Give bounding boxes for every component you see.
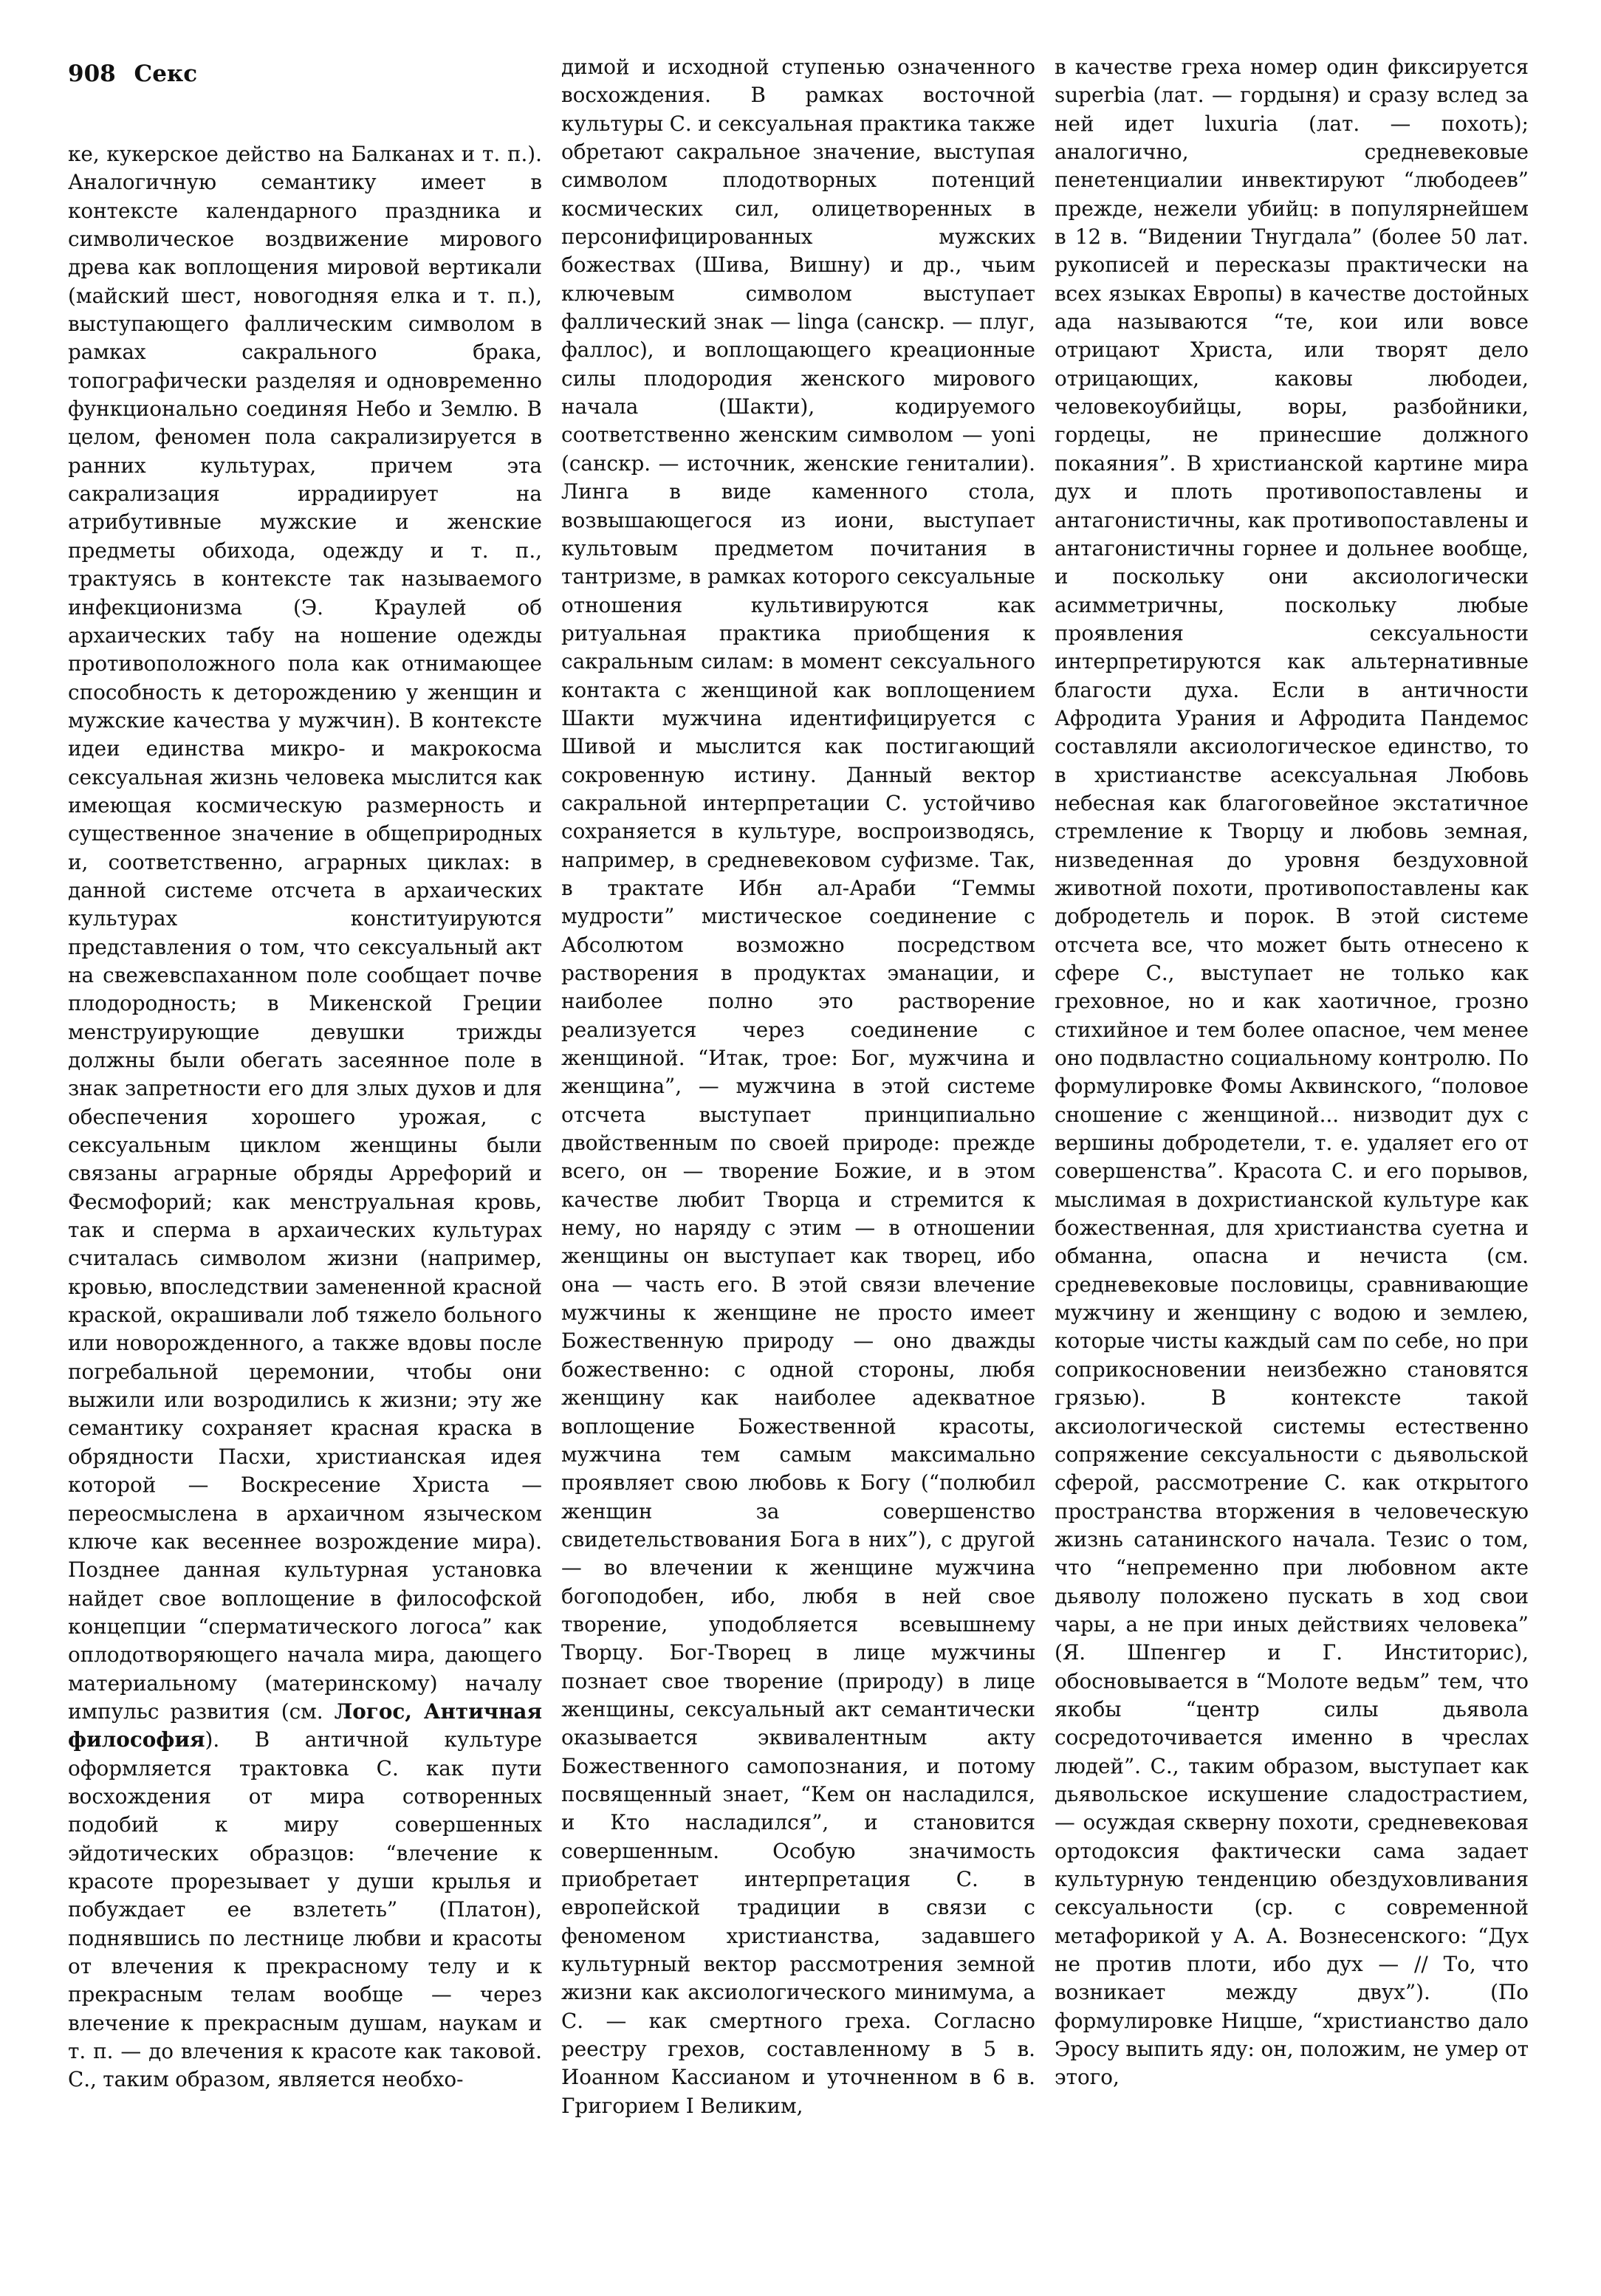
column-middle-paragraph: димой и исходной ступенью означенного восхождения. В рамках восточной культуры С. и сексуальная практика также обретают сакральное значение, выступая символом плодотворных потенций космических сил, олицетворенных в персонифицированных мужских божествах (Шива, Вишну) и др., чьим ключевым символом выступает фаллический знак — linga (санскр. — плуг, фаллос), и воплощающего креационные силы плодородия женского мирового начала (Шакти), кодируемого соответственно женским символом — yoni (санскр. — источник, женские гениталии). Линга в виде каменного стола, возвышающегося из иони, выступает культовым предметом почитания в тантризме, в рамках которого сексуальные отношения культивируются как ритуальная практика приобщения к сакральным силам: в момент сексуального контакта с женщиной как воплощением Шакти мужчина идентифицируется с Шивой и мыслится как постигающий сокровенную истину. Данный вектор сакральной интерпретации С. устойчиво сохраняется в культуре, воспроизводясь, например, в средневековом суфизме. Так, в трактате Ибн ал-Араби “Геммы мудрости” мистическое соединение с Абсолютом возможно посредством растворения в продуктах эманации, и наиболее полно это растворение реализуется через соединение с женщиной. “Итак, трое: Бог, мужчина и женщина”, — мужчина в этой системе отсчета выступает принципиально двойственным по своей природе: прежде всего, он — творение Божие, и в этом качестве любит Творца и стремится к нему, но наряду с этим — в отношении женщины он выступает как творец, ибо она — часть его. В этой связи влечение мужчины к женщине не просто имеет Божественную природу — оно дважды божественно: с одной стороны, любя женщину как наиболее адекватное воплощение Божественной красоты, мужчина тем самым максимально проявляет свою любовь к Богу (“полюбил женщин за совершенство свидетельствования Бога в них”), с другой — во влечении к женщине мужчина богоподобен, ибо, любя в ней свое творение, уподобляется всевышнему Творцу. Бог-Творец в лице мужчины познает свое творение (природу) в лице женщины, сексуальный акт семантически оказывается эквивалентным акту Божественного самопознания, и потому посвященный знает, “Кем он насладился, и Кто насладился”, и становится совершенным. Особую значимость приобретает интерпретация С. в европейской традиции в связи с феноменом христианства, задавшего культурный вектор рассмотрения земной жизни как аксиологического минимума, а С. — как смертного греха. Согласно реестру грехов, составленному в 5 в. Иоанном Кассианом и уточненном в 6 в. Григорием I Великим, [561,55,1035,2118]
running-header [68,61,197,87]
cross-reference: Логос, Античная философия [68,1699,542,1752]
text-column-left [68,140,542,2282]
running-title: Секс [134,61,198,87]
body-text: ). В античной культуре оформляется трактовка С. как пути восхождения от мира сотворенных подобий к миру совершенных эйдотических образцов: “влечение к красоте прорезывает у души крылья и побуждает ее взлететь” (Платон), поднявшись по лестнице любви и красоты от влечения к прекрасному телу и к прекрасным телам вообще — через влечение к прекрасным душам, наукам и т. п. — до влечения к красоте как таковой. С., таким образом, является необхо- [68,1727,542,2092]
column-right-paragraph: в качестве греха номер один фиксируется superbia (лат. — гордыня) и сразу вслед за ней идет luxuria (лат. — похоть); аналогично, средневековые пенетенциалии инвектируют “любодеев” прежде, нежели убийц: в популярнейшем в 12 в. “Видении Тнугдала” (более 50 лат. рукописей и пересказы практически на всех языках Европы) в качестве достойных ада называются “те, кои или вовсе отрицают Христа, или творят дело отрицающих, каковы любодеи, человекоубийцы, воры, разбойники, гордецы, не принесшие должного покаяния”. В христианской картине мира дух и плоть противопоставлены и антагонистичны, как противопоставлены и антагонистичны горнее и дольнее вообще, и поскольку они аксиологически асимметричны, поскольку любые проявления сексуальности интерпретируются как альтернативные благости духа. Если в античности Афродита Урания и Афродита Пандемос составляли аксиологическое единство, то в христианстве асексуальная Любовь небесная как благоговейное экстатичное стремление к Творцу и любовь земная, низведенная до уровня бездуховной животной похоти, противопоставлены как добродетель и порок. В этой системе отсчета все, что может быть отнесено к сфере С., выступает не только как греховное, но и как хаотичное, грозно стихийное и тем более опасное, чем менее оно подвластно социальному контролю. По формулировке Фомы Аквинского, “половое сношение с женщиной... низводит дух с вершины добродетели, т. е. удаляет его от совершенства”. Красота С. и его порывов, мыслимая в дохристианской культуре как божественная, для христианства суетна и обманна, опасна и нечиста (см. средневековые пословицы, сравнивающие мужчину и женщину с водою и землею, которые чисты каждый сам по себе, но при соприкосновении неизбежно становятся грязью). В контексте такой аксиологической системы естественно сопряжение сексуальности с дьявольской сферой, рассмотрение С. как открытого пространства вторжения в человеческую жизнь сатанинского начала. Тезис о том, что “непременно при любовном акте дьяволу положено пускать в ход свои чары, а не при иных действиях человека” (Я. Шпенгер и Г. Инститорис), обосновывается в “Молоте ведьм” тем, что якобы “центр силы дьявола сосредоточивается именно в чреслах людей”. С., таким образом, выступает как дьявольское искушение сладострастием, — осуждая скверну похоти, средневековая ортодоксия фактически сама задает культурную тенденцию обездуховливания сексуальности (ср. с современной метафорикой у А. А. Вознесенского: “Дух не против плоти, ибо дух — // То, что возникает между двух”). (По формулировке Ницше, “христианство дало Эросу выпить яду: он, положим, не умер от этого, [1055,55,1529,2090]
body-text: ке, кукерское действо на Балканах и т. п.). Аналогичную семантику имеет в контексте календарного праздника и символическое воздвижение мирового древа как воплощения мировой вертикали (майский шест, новогодняя елка и т. п.), выступающего фаллическим символом в рамках сакрального брака, топографически разделяя и одновременно функционально соединяя Небо и Землю. В целом, феномен пола сакрализируется в ранних культурах, причем эта сакрализация иррадиирует на атрибутивные мужские и женские предметы обихода, одежду и т. п., трактуясь в контексте так называемого инфекционизма (Э. Краулей об архаических табу на ношение одежды противоположного пола как отнимающее способность к деторождению у женщин и мужские качества у мужчин). В контексте идеи единства микро- и макрокосма сексуальная жизнь человека мыслится как имеющая космическую размерность и существенное значение в общеприродных и, соответственно, аграрных циклах: в данной системе отсчета в архаических культурах конституируются представления о том, что сексуальный акт на свежевспаханном поле сообщает почве плодородность; в Микенской Греции менструирующие девушки трижды должны были обегать засеянное поле в знак запретности его для злых духов и для обеспечения хорошего урожая, с сексуальным циклом женщины были связаны аграрные обряды Аррефорий и Фесмофорий; как менструальная кровь, так и сперма в архаических культурах считалась символом жизни (например, кровью, впоследствии замененной красной краской, окрашивали лоб тяжело больного или новорожденного, а также вдовы после погребальной церемонии, чтобы они выжили или возродились к жизни; эту же семантику сохраняет красная краска в обрядности Пасхи, христианская идея которой — Воскресение Христа — переосмыслена в архаичном языческом ключе как весеннее возрождение мира). Позднее данная культурная установка найдет свое воплощение в философской концепции “сперматического логоса” как оплодотворяющего начала мира, дающего материальному (материнскому) началу импульс развития (см. [68,142,542,1724]
page-number: 908 [68,61,116,87]
column-left-paragraph [68,140,542,2094]
text-column-middle [561,53,1035,2283]
text-column-right [1055,53,1529,2283]
